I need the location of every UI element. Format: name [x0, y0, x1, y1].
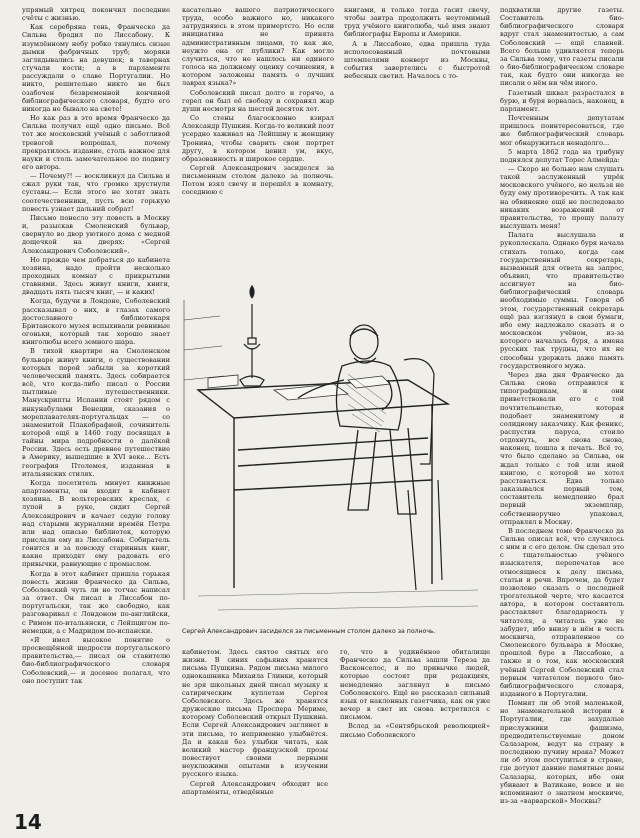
paragraph: А в Лиссабоне, едва пришла туда исполосованный почтовыми штемпелями конверт из Москвы, события завертелись с быстротой небесных светил. Началось с то-: [344, 39, 490, 81]
paragraph: Сергей Александрович засиделся за письменным столом далеко за полночь. Потом взял свечу и перешёл в комнату, соседнюю с: [182, 163, 334, 197]
paragraph: подхватили другие газеты. Составитель био-библиографического словаря вдруг стал знаменитостью, а сам Соболевский — ещё славней. Всего больше удивляется теперь за Сильва тому, что газеты писали о био-библиографическом словаре так, как будто они никогда не писали о нём ни чём иного.: [500, 6, 624, 88]
paragraph: Палата выслушала и рукоплескала. Однако буря начала стихать только, когда сам государственный секретарь, вызванный для ответа на запрос, объявил, что правительство ассигнует на био-библиографический словарь необходимые суммы. Говоря об этом, государственный секретарь ещё раз взглянул в свои бумаги, ибо ему надлежало сказать и о московском учёном, из-за которого началась буря, а имена русских так трудны, что их не способны удержать даже память государственного мужа.: [500, 231, 624, 370]
soboleysky-at-desk-illustration: [178, 240, 490, 628]
paragraph: — Скоро не больно нам слушать такой заслуженный упрёк московского учёного, но нельзя не буду ему противоречить. А так как на обвинение ещё не последовало никаких возражений от правительства, то прошу палату выслушать меня!: [500, 164, 624, 231]
paragraph: касательно вашего патриотического труда, особо важного но, никакого затрудняюсь в этом примертсто. Но если инициатива не принята административным лицами, то как же, неужто она от публики? Как могло случиться, что не нашлось ни единого голоса на должному оценку сочинения, в котором заложены память о лучших лаврах языка?»: [182, 6, 334, 88]
paragraph: «Я имел высокое понятие о просвещённой щедрости португальского правительства,— писал он ставителю био-библиографического словаря Соболевский,— и досенее полагал, что оно поступит так: [22, 635, 170, 685]
text-column-3: [344, 6, 490, 256]
text-column-2-bottom: [182, 648, 328, 834]
paragraph: 5 марта 1862 года на трибуну поднялся депутат Торес Алмейда:: [500, 147, 624, 164]
paragraph: го, что в уединённое обиталище Франческо да Сильва зашли Тереза да Васконселос, и по привычке людей, которые состоят при редакциях, немедленно заглянул в письмо Соболевского. Ещё не рассказал сильный язык от наклонных газетчика, как он уже вечер в свет их снова встретился с письмом.: [340, 648, 490, 722]
paragraph: Сергей Александрович обходит все апартаменты, отведённые: [182, 779, 328, 796]
paragraph: Когда посетитель минует книжные апартаменты, он входит в кабинет хозяина. В вольтеровских креслах, с лупой в руке, сидит Сергей Александрович и качает седую голову над старыми журналами времён Петра или над описью библиотек, которую прислали ему из Лиссабона. Собиратель гонится и за повсюду старинных книг, какие приходят ему радовать его привычки, равнующие с промыслом.: [22, 478, 170, 569]
paragraph: упрямый хитрец покончил последние счёты с жизнью.: [22, 6, 170, 23]
page-number: 14: [14, 810, 42, 834]
paragraph: Через два дня Франческо да Сильва снова отправился к типографщикам, и они приветствовали его с той почтительностью, которая подобает знаменитому и солидному заказчику. Как феникс, распустив паруса, стоило отдохнуть, все снова снова, наконец, пошла в печать. Всё то, что было сделано за Сильва, он ждал только с той или иной книгою, с которой не хотел расставаться. Едва только заказывался первый том, составитель немедленно брал первый экземпляр, собственноручно упаковал, отправлял в Москву.: [500, 370, 624, 526]
paragraph: В тихой квартире на Смоленском бульваре живут книги, о существовании которых порой забыли за короткий человеческий память. Здесь собирается всё, что когда-либо писал о России пытливые путешественники. Манускрипты Испании стоят рядом с инкунабулами Венеции, сказания о мореплавателях-португальцах — со знаменитой Плакобрафией, сочинитель которой ещё в 1460 году посвящал в тайны мира подробности о далёкой России. Здесь есть древнее путешествие в Америку, вышедшие в XVI веке... Есть география Птолемея, изданная в итальянских стилях.: [22, 347, 170, 478]
paragraph: Почтенным депутатам пришлось поинтересоваться, где же библиографический словарь мог обнаружиться ненадолго...: [500, 114, 624, 147]
paragraph: Когда в этот кабинет пришла горькая повесть жизни Франческо да Сильва, Соболевский чуть ли не тотчас написал за ответ. Он писал в Лиссабон по-португальски, так же свободно, как разговаривал с Лондоном по-английски, с Римом по-итальянски, с Лейпцигом по-немецки, а с Мадридом по-испански.: [22, 569, 170, 635]
text-column-2: [182, 6, 334, 238]
paragraph: Газетный шквал разрастался в бурю, и буря ворвалась, наконец, в парламент.: [500, 88, 624, 113]
paragraph: Письмо понесло эту повесть в Москву и, разыскав Смоленский бульвар, свернуло во двор уютного дома с медной дощечкой на дверях: «Сергей Александрович Соболевский».: [22, 213, 170, 255]
paragraph: В последнем томе Франческо да Сильва описал всё, что случилось с ним и с его делом. Он сделал это с тщательностью учёного изыскателя, перепечатав все относящиеся к делу письма, статьи и речи. Впрочем, да будет позволено сказать о последней трогательной черте, что касается автора, в котором составитель расставляет благодарность у читателя, а читатель уже не забудет, ибо внизу в нём в честь москвича, отправленное со Смоленского бульвара в Москве, прошлой буре в Лиссабоне, а также и о том, как московский учёный Сергей Соболевский стал первым читателем первого био-библиографического словаря, изданного в Португалии.: [500, 526, 624, 698]
text-column-3-bottom: [340, 648, 490, 834]
paragraph: — Почему?! — воскликнул да Сильва и сжал руки так, что громко хрустнули суставы.— Если этого не хотят знать соотечественники, пусть всю горькую повесть узнает дальний собрат!: [22, 172, 170, 213]
paragraph: кабинетом. Здесь святое святых его жизни. В синих сафьянах хранятся письма Пушкина. Рядом письма милого однокашника Михаила Глинки, который не зря школьных дней писал музыку к сатирическим куплетам Сергея Соболевского. Здесь же хранятся дружеские письма Проспера Мериме, которому Соболевский открыл Пушкина. Если Сергей Александрович заглянет в эти письма, то неприменно улыбнётся. Да и какая без улыбки читать, как великий мастер французской прозы повествует своими первыми неуклюжими опытами в изучении русского языка.: [182, 648, 328, 779]
paragraph: Со стены благосклонно взирал Александр Пушкин. Когда-то великий поэт усердно хаживал на Лейпшну к женщину Тронина, чтобы сварить свои портрет другу, в котором ценил ум, вкус, образованность и широкое сердце.: [182, 114, 334, 163]
paragraph: Вслед за «Сентябрьской революцией» письмо Соболевского: [340, 722, 490, 739]
paragraph: Но прежде чем добраться до кабинета хозяина, надо пройти несколько проходных комнат с прикрытыми ставнями. Здесь живут книги, книги, двадцать пять тысяч книг, — и каких!: [22, 255, 170, 297]
paragraph: Когда, будучи в Лондоне, Соболевский рассказывал о них, в глазах самого достославного библиотекаря Британского музея вспыхивали ревнивые огоньки, который так хорошо знает книголюбы всего земного шара.: [22, 297, 170, 347]
text-column-4: [500, 6, 624, 832]
paragraph: Как серебряна тень, Франческо да Сильва бродил по Лиссабону. К изумлённому небу робко тянулись сизые дымки фабричных труб; моряки заглядывались на девушек; в тавернах стучали кости; а в парламенте рассуждали о славе Португалии. Но никто, решительно никто не был озабочен безвременной кончиной библиографического словаря, будто его никогда не бывало на свете!: [22, 23, 170, 113]
paragraph: Но как раз в это время Франческо да Сильва получил ещё одно письмо. Всё тот же московский учёный с заботливой тревогой вопрошал, почему прекратилось издание, столь важное для науки и столь замечательное по подвигу его автора.: [22, 114, 170, 171]
illustration-caption: Сергей Александрович засиделся за письменным столом далеко за полночь.: [182, 628, 436, 635]
text-column-1: [22, 6, 170, 814]
paragraph: Соболевский писал долго и горячо, а горел он был её свободу и сохранял жар души несмотря на шестой десяток лет.: [182, 88, 334, 113]
paragraph: Помнят ли об этой маленькой, но знаменательной истории в Португалии, где захудалые прислужники фашизма, предводительствуемые доном Салазаром, ведут на страну в последнюю пучину мрака? Может ли об этом поступиться в стране, где дотуют давние памятные доны Салазары, которых, ибо они убивают в Ватикане, вовсе и не вспоминают о знатном москвиче, из-за «варварской» Москвы?: [500, 699, 624, 805]
paragraph: книгами, и только тогда гасит свечу, чтобы завтра продолжить неутомимый труд учёного книголюба, чьё имя знают библиографы Европы и Америки.: [344, 6, 490, 39]
